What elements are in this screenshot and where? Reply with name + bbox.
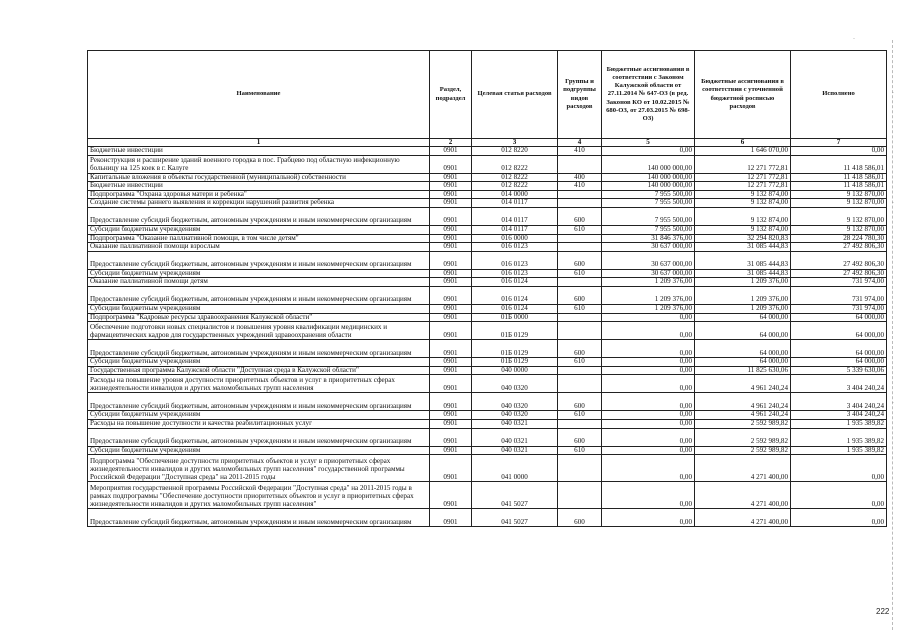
cell-assigned-by-law: 0,00 (602, 322, 695, 340)
header-name: Наименование (88, 51, 430, 139)
cell-name: Субсидии бюджетным учреждениям (88, 304, 430, 313)
cell-expense-group: 600 (558, 509, 602, 527)
cell-executed: 27 492 806,30 (791, 251, 887, 269)
cell-expense-group (558, 419, 602, 428)
cell-executed: 11 418 586,01 (791, 155, 887, 173)
cell-expense-group (558, 375, 602, 393)
cell-name: Предоставление субсидий бюджетным, автономным учреждениям и иным некоммерческим организациям (88, 207, 430, 225)
cell-assigned-by-law: 1 209 376,00 (602, 278, 695, 287)
header-assigned-by-law: Бюджетные ассигнования в соответствии с Законом Калужской области от 27.11.2014 № 647-ОЗ (в ред. Законов КО от 10.02.2015 № 680-ОЗ, от 27.03.2015 № 698-ОЗ) (602, 51, 695, 139)
cell-name: Оказание паллиативной помощи взрослым (88, 243, 430, 252)
table-row (88, 225, 887, 234)
cell-executed: 9 132 870,00 (791, 225, 887, 234)
table-row (88, 419, 887, 428)
cell-section: 0901 (430, 234, 472, 243)
cell-target-article: 01Б 0129 (472, 358, 558, 367)
cell-expense-group: 600 (558, 393, 602, 411)
cell-assigned-by-law: 0,00 (602, 482, 695, 509)
budget-table-sheet (87, 50, 886, 527)
cell-assigned-by-schedule: 2 592 989,82 (695, 428, 791, 446)
cell-assigned-by-law: 7 955 500,00 (602, 199, 695, 208)
cell-expense-group: 400 (558, 173, 602, 182)
scan-mark: · (892, 90, 894, 96)
cell-assigned-by-law: 0,00 (602, 375, 695, 393)
cell-assigned-by-law: 0,00 (602, 358, 695, 367)
cell-expense-group (558, 234, 602, 243)
table-row (88, 243, 887, 252)
cell-section: 0901 (430, 147, 472, 156)
cell-expense-group: 610 (558, 304, 602, 313)
cell-executed: 0,00 (791, 147, 887, 156)
cell-section: 0901 (430, 199, 472, 208)
cell-name: Мероприятия государственной программы Российской Федерации "Доступная среда" на 2011-2015 годы в рамках подпрограммы "Обеспечение доступности приоритетных объектов и услуг в приоритетных сферах жизнедеятельности инвалидов и других маломобильных групп населения" (88, 482, 430, 509)
cell-name: Расходы на повышение доступности и качества реабилитационных услуг (88, 419, 430, 428)
cell-assigned-by-schedule: 64 000,00 (695, 313, 791, 322)
table-row (88, 446, 887, 455)
table-row (88, 313, 887, 322)
cell-section: 0901 (430, 286, 472, 304)
cell-section: 0901 (430, 375, 472, 393)
cell-section: 0901 (430, 243, 472, 252)
cell-executed: 11 418 586,01 (791, 173, 887, 182)
table-row (88, 182, 887, 191)
table-row (88, 147, 887, 156)
cell-name: Предоставление субсидий бюджетным, автономным учреждениям и иным некоммерческим организациям (88, 286, 430, 304)
cell-target-article: 040 0321 (472, 428, 558, 446)
table-row (88, 358, 887, 367)
cell-section: 0901 (430, 482, 472, 509)
cell-section: 0901 (430, 190, 472, 199)
cell-assigned-by-law: 30 637 000,00 (602, 269, 695, 278)
cell-executed: 64 000,00 (791, 358, 887, 367)
cell-target-article: 012 8220 (472, 147, 558, 156)
cell-name: Субсидии бюджетным учреждениям (88, 446, 430, 455)
cell-section: 0901 (430, 225, 472, 234)
cell-expense-group: 610 (558, 225, 602, 234)
cell-assigned-by-law: 30 637 000,00 (602, 251, 695, 269)
cell-expense-group: 600 (558, 340, 602, 358)
cell-assigned-by-law: 0,00 (602, 411, 695, 420)
cell-executed: 731 974,00 (791, 278, 887, 287)
cell-executed: 1 935 389,82 (791, 419, 887, 428)
cell-assigned-by-law: 0,00 (602, 393, 695, 411)
cell-target-article: 014 0000 (472, 190, 558, 199)
cell-executed: 3 404 240,24 (791, 393, 887, 411)
cell-target-article: 016 0124 (472, 304, 558, 313)
cell-section: 0901 (430, 304, 472, 313)
cell-expense-group (558, 313, 602, 322)
table-row (88, 411, 887, 420)
cell-name: Субсидии бюджетным учреждениям (88, 269, 430, 278)
cell-assigned-by-schedule: 1 209 376,00 (695, 278, 791, 287)
cell-executed: 731 974,00 (791, 304, 887, 313)
table-row (88, 207, 887, 225)
cell-section: 0901 (430, 322, 472, 340)
cell-executed: 5 339 630,06 (791, 366, 887, 375)
table-row (88, 278, 887, 287)
cell-section: 0901 (430, 446, 472, 455)
cell-expense-group (558, 278, 602, 287)
cell-name: Расходы на повышение уровня доступности приоритетных объектов и услуг в приоритетных сферах жизнедеятельности инвалидов и других маломобильных групп населения (88, 375, 430, 393)
table-row (88, 173, 887, 182)
cell-assigned-by-law: 0,00 (602, 428, 695, 446)
cell-expense-group: 410 (558, 182, 602, 191)
cell-assigned-by-law: 0,00 (602, 419, 695, 428)
cell-assigned-by-schedule: 64 000,00 (695, 358, 791, 367)
cell-assigned-by-schedule: 2 592 989,82 (695, 419, 791, 428)
scan-mark: · (892, 400, 894, 406)
cell-target-article: 014 0117 (472, 199, 558, 208)
cell-target-article: 041 5027 (472, 482, 558, 509)
cell-name: Предоставление субсидий бюджетным, автономным учреждениям и иным некоммерческим организациям (88, 393, 430, 411)
cell-target-article: 016 0123 (472, 251, 558, 269)
column-number: 5 (602, 139, 695, 147)
cell-target-article: 016 0123 (472, 269, 558, 278)
cell-section: 0901 (430, 455, 472, 482)
cell-expense-group: 600 (558, 207, 602, 225)
cell-target-article: 040 0000 (472, 366, 558, 375)
cell-assigned-by-schedule: 1 209 376,00 (695, 304, 791, 313)
cell-assigned-by-schedule: 9 132 874,00 (695, 199, 791, 208)
table-row (88, 428, 887, 446)
cell-expense-group (558, 155, 602, 173)
table-row (88, 322, 887, 340)
cell-name: Предоставление субсидий бюджетным, автономным учреждениям и иным некоммерческим организациям (88, 340, 430, 358)
cell-target-article: 016 0123 (472, 243, 558, 252)
cell-executed: 3 404 240,24 (791, 411, 887, 420)
cell-expense-group (558, 455, 602, 482)
cell-name: Предоставление субсидий бюджетным, автономным учреждениям и иным некоммерческим организациям (88, 428, 430, 446)
cell-target-article: 040 0320 (472, 393, 558, 411)
cell-executed: 27 492 806,30 (791, 243, 887, 252)
cell-expense-group: 610 (558, 446, 602, 455)
cell-assigned-by-schedule: 64 000,00 (695, 340, 791, 358)
cell-section: 0901 (430, 251, 472, 269)
cell-executed: 28 224 780,30 (791, 234, 887, 243)
cell-section: 0901 (430, 269, 472, 278)
cell-assigned-by-law: 0,00 (602, 509, 695, 527)
cell-assigned-by-schedule: 11 825 630,06 (695, 366, 791, 375)
cell-target-article: 016 0000 (472, 234, 558, 243)
cell-assigned-by-law: 0,00 (602, 340, 695, 358)
cell-name: Реконструкция и расширение зданий военного городка в пос. Грабцево под областную инфекционную больницу на 125 коек в г. Калуге (88, 155, 430, 173)
table-row (88, 482, 887, 509)
column-number: 6 (695, 139, 791, 147)
cell-executed: 0,00 (791, 509, 887, 527)
cell-expense-group: 410 (558, 147, 602, 156)
cell-assigned-by-schedule: 9 132 874,00 (695, 207, 791, 225)
cell-assigned-by-law: 30 637 000,00 (602, 243, 695, 252)
page-number: 222 (876, 607, 890, 616)
cell-target-article: 014 0117 (472, 225, 558, 234)
cell-assigned-by-law: 1 209 376,00 (602, 304, 695, 313)
cell-target-article: 016 0124 (472, 278, 558, 287)
cell-target-article: 040 0320 (472, 375, 558, 393)
cell-target-article: 041 0000 (472, 455, 558, 482)
cell-expense-group: 610 (558, 269, 602, 278)
cell-section: 0901 (430, 313, 472, 322)
cell-target-article: 012 8222 (472, 155, 558, 173)
table-row (88, 304, 887, 313)
cell-assigned-by-schedule: 4 271 400,00 (695, 455, 791, 482)
cell-assigned-by-schedule: 9 132 874,00 (695, 190, 791, 199)
cell-executed: 0,00 (791, 455, 887, 482)
cell-expense-group: 600 (558, 428, 602, 446)
cell-expense-group (558, 199, 602, 208)
cell-assigned-by-schedule: 4 961 240,24 (695, 411, 791, 420)
cell-assigned-by-schedule: 31 085 444,83 (695, 251, 791, 269)
table-row (88, 199, 887, 208)
cell-section: 0901 (430, 419, 472, 428)
cell-section: 0901 (430, 428, 472, 446)
table-row (88, 269, 887, 278)
cell-executed: 1 935 389,82 (791, 428, 887, 446)
column-number: 1 (88, 139, 430, 147)
cell-assigned-by-law: 140 000 000,00 (602, 182, 695, 191)
table-row (88, 286, 887, 304)
cell-target-article: 012 8222 (472, 182, 558, 191)
cell-executed: 27 492 806,30 (791, 269, 887, 278)
cell-assigned-by-schedule: 2 592 989,82 (695, 446, 791, 455)
cell-name: Подпрограмма "Охрана здоровья матери и ребенка" (88, 190, 430, 199)
cell-assigned-by-schedule: 1 646 070,00 (695, 147, 791, 156)
cell-assigned-by-law: 7 955 500,00 (602, 225, 695, 234)
table-row (88, 455, 887, 482)
cell-expense-group: 600 (558, 286, 602, 304)
cell-target-article: 041 5027 (472, 509, 558, 527)
cell-assigned-by-law: 7 955 500,00 (602, 207, 695, 225)
cell-executed: 0,00 (791, 482, 887, 509)
cell-target-article: 040 0320 (472, 411, 558, 420)
cell-target-article: 012 8222 (472, 173, 558, 182)
cell-executed: 9 132 870,00 (791, 207, 887, 225)
scan-mark: · (892, 200, 894, 206)
cell-assigned-by-law: 0,00 (602, 313, 695, 322)
cell-assigned-by-schedule: 1 209 376,00 (695, 286, 791, 304)
cell-executed: 11 418 586,01 (791, 182, 887, 191)
cell-name: Субсидии бюджетным учреждениям (88, 411, 430, 420)
cell-target-article: 040 0321 (472, 419, 558, 428)
cell-section: 0901 (430, 182, 472, 191)
cell-executed: 3 404 240,24 (791, 375, 887, 393)
cell-expense-group: 610 (558, 411, 602, 420)
column-number: 7 (791, 139, 887, 147)
column-number: 2 (430, 139, 472, 147)
table-row (88, 366, 887, 375)
cell-assigned-by-schedule: 4 271 400,00 (695, 509, 791, 527)
table-row (88, 393, 887, 411)
table-body (88, 147, 887, 527)
cell-assigned-by-schedule: 12 271 772,81 (695, 173, 791, 182)
header-expense-group: Группы и подгруппы видов расходов (558, 51, 602, 139)
cell-assigned-by-law: 0,00 (602, 455, 695, 482)
cell-name: Капитальные вложения в объекты государственной (муниципальной) собственности (88, 173, 430, 182)
cell-name: Субсидии бюджетным учреждениям (88, 358, 430, 367)
cell-expense-group (558, 190, 602, 199)
cell-assigned-by-schedule: 31 085 444,83 (695, 243, 791, 252)
cell-expense-group: 610 (558, 358, 602, 367)
cell-target-article: 040 0321 (472, 446, 558, 455)
cell-assigned-by-schedule: 31 085 444,83 (695, 269, 791, 278)
cell-section: 0901 (430, 358, 472, 367)
cell-expense-group (558, 366, 602, 375)
budget-table (87, 50, 887, 527)
cell-name: Создание системы раннего выявления и коррекции нарушений развития ребенка (88, 199, 430, 208)
cell-name: Государственная программа Калужской области "Доступная среда в Калужской области" (88, 366, 430, 375)
cell-assigned-by-schedule: 4 271 400,00 (695, 482, 791, 509)
cell-section: 0901 (430, 509, 472, 527)
cell-assigned-by-schedule: 9 132 874,00 (695, 225, 791, 234)
header-executed: Исполнено (791, 51, 887, 139)
table-row (88, 340, 887, 358)
cell-name: Оказание паллиативной помощи детям (88, 278, 430, 287)
cell-expense-group (558, 243, 602, 252)
cell-name: Предоставление субсидий бюджетным, автономным учреждениям и иным некоммерческим организациям (88, 509, 430, 527)
table-row (88, 251, 887, 269)
cell-section: 0901 (430, 393, 472, 411)
cell-executed: 731 974,00 (791, 286, 887, 304)
cell-name: Бюджетные инвестиции (88, 147, 430, 156)
header-target-article: Целевая статья расходов (472, 51, 558, 139)
cell-section: 0901 (430, 366, 472, 375)
cell-name: Бюджетные инвестиции (88, 182, 430, 191)
cell-section: 0901 (430, 155, 472, 173)
cell-assigned-by-schedule: 64 000,00 (695, 322, 791, 340)
cell-assigned-by-schedule: 32 294 820,83 (695, 234, 791, 243)
cell-executed: 64 000,00 (791, 313, 887, 322)
cell-assigned-by-law: 0,00 (602, 446, 695, 455)
cell-executed: 64 000,00 (791, 340, 887, 358)
cell-section: 0901 (430, 173, 472, 182)
table-row (88, 190, 887, 199)
cell-section: 0901 (430, 278, 472, 287)
cell-target-article: 01Б 0129 (472, 340, 558, 358)
table-row (88, 375, 887, 393)
header-section: Раздел, подраздел (430, 51, 472, 139)
cell-assigned-by-law: 0,00 (602, 366, 695, 375)
table-row (88, 509, 887, 527)
page-edge-line (892, 40, 894, 630)
cell-section: 0901 (430, 340, 472, 358)
cell-name: Подпрограмма "Кадровые ресурсы здравоохранения Калужской области" (88, 313, 430, 322)
cell-assigned-by-schedule: 12 271 772,81 (695, 182, 791, 191)
cell-expense-group (558, 482, 602, 509)
cell-assigned-by-schedule: 12 271 772,81 (695, 155, 791, 173)
cell-expense-group (558, 322, 602, 340)
table-row (88, 234, 887, 243)
cell-target-article: 01Б 0000 (472, 313, 558, 322)
cell-assigned-by-law: 7 955 500,00 (602, 190, 695, 199)
cell-target-article: 014 0117 (472, 207, 558, 225)
cell-expense-group: 600 (558, 251, 602, 269)
cell-name: Обеспечение подготовки новых специалистов и повышения уровня квалификации медицинских и фармацевтических кадров для государственных учреждений здравоохранения области (88, 322, 430, 340)
cell-executed: 9 132 870,00 (791, 199, 887, 208)
cell-name: Подпрограмма "Обеспечение доступности приоритетных объектов и услуг в приоритетных сферах жизнедеятельности инвалидов и других маломобильных групп населения" государственной программы Российской Федерации "Доступная среда" на 2011-2015 годы (88, 455, 430, 482)
cell-name: Предоставление субсидий бюджетным, автономным учреждениям и иным некоммерческим организациям (88, 251, 430, 269)
column-number: 3 (472, 139, 558, 147)
cell-assigned-by-law: 1 209 376,00 (602, 286, 695, 304)
cell-target-article: 016 0124 (472, 286, 558, 304)
cell-name: Подпрограмма "Оказание паллиативной помощи, в том числе детям" (88, 234, 430, 243)
table-header-row (88, 51, 887, 139)
cell-executed: 64 000,00 (791, 322, 887, 340)
table-row (88, 155, 887, 173)
cell-assigned-by-schedule: 4 961 240,24 (695, 393, 791, 411)
cell-target-article: 01Б 0129 (472, 322, 558, 340)
header-assigned-by-schedule: Бюджетные ассигнования в соответствии с уточненной бюджетной росписью расходов (695, 51, 791, 139)
cell-assigned-by-law: 0,00 (602, 147, 695, 156)
column-number: 4 (558, 139, 602, 147)
cell-assigned-by-law: 31 846 376,00 (602, 234, 695, 243)
cell-assigned-by-schedule: 4 961 240,24 (695, 375, 791, 393)
cell-executed: 9 132 870,00 (791, 190, 887, 199)
cell-section: 0901 (430, 207, 472, 225)
cell-assigned-by-law: 140 000 000,00 (602, 155, 695, 173)
cell-name: Субсидии бюджетным учреждениям (88, 225, 430, 234)
cell-executed: 1 935 389,82 (791, 446, 887, 455)
cell-section: 0901 (430, 411, 472, 420)
scan-mark: · (853, 36, 855, 42)
cell-assigned-by-law: 140 000 000,00 (602, 173, 695, 182)
column-number-row (88, 139, 887, 147)
